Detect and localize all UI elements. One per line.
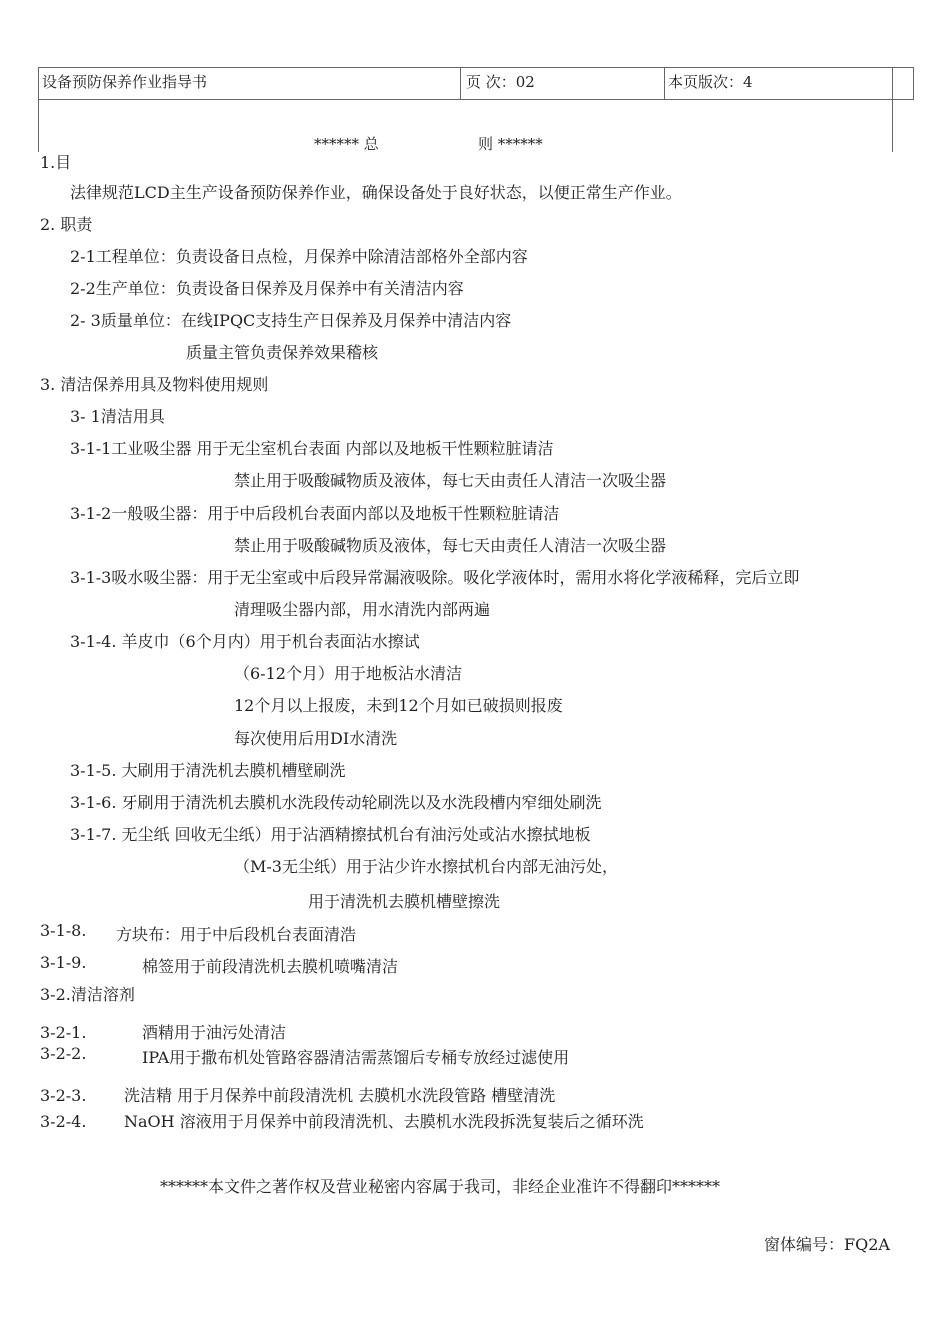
- heading-cleaning-tools: 3- 1清洁用具: [70, 407, 165, 426]
- item-3-1-4-note-1: （6-12个月）用于地板沾水清洁: [234, 664, 462, 683]
- item-3-1-3-note: 清理吸尘器内部，用水清洗内部两遍: [234, 600, 491, 619]
- item-3-1-4: 3-1-4. 羊皮巾（6个月内）用于机台表面沾水擦试: [70, 632, 420, 651]
- page-version: 本页版次：4: [668, 73, 753, 91]
- heading-cleaning-rules: 3. 清洁保养用具及物料使用规则: [40, 375, 269, 394]
- header-divider-1: [460, 67, 461, 100]
- item-3-1-9-number: 3-1-9.: [40, 953, 87, 972]
- item-3-2-2-number: 3-2-2.: [40, 1044, 87, 1063]
- section-heading-left: ****** 总: [314, 135, 379, 153]
- item-3-2-4-number: 3-2-4.: [40, 1112, 87, 1131]
- item-3-1-9-text: 棉签用于前段清洗机去膜机喷嘴清洁: [142, 957, 399, 976]
- header-divider-2: [664, 67, 665, 100]
- header-box-right: [892, 100, 893, 152]
- duty-production: 2-2生产单位：负责设备日保养及月保养中有关清洁内容: [70, 279, 464, 298]
- item-3-1-4-note-3: 每次使用后用DI水清洗: [234, 729, 398, 748]
- item-3-1-1: 3-1-1工业吸尘器 用于无尘室机台表面 内部以及地板干性颗粒脏请洁: [70, 439, 554, 458]
- item-3-1-2-note: 禁止用于吸酸碱物质及液体，每七天由责任人清洁一次吸尘器: [234, 536, 667, 555]
- header-divider-3: [892, 67, 893, 100]
- item-3-2-4-text: NaOH 溶液用于月保养中前段清洗机、去膜机水洗段拆洗复装后之循环洗: [124, 1112, 644, 1131]
- duty-engineering: 2-1工程单位：负责设备日点检，月保养中除清洁部格外全部内容: [70, 247, 528, 266]
- page-number: 页 次：02: [466, 73, 535, 91]
- heading-cleaning-solvents: 3-2.清洁溶剂: [40, 985, 135, 1004]
- item-3-2-3-text: 洗洁精 用于月保养中前段清洗机 去膜机水洗段管路 槽壁清洗: [124, 1086, 556, 1105]
- item-3-1-7: 3-1-7. 无尘纸 回收无尘纸）用于沾酒精擦拭机台有油污处或沾水擦拭地板: [70, 825, 591, 844]
- document-title: 设备预防保养作业指导书: [42, 73, 208, 91]
- copyright-notice: ******本文件之著作权及营业秘密内容属于我司，非经企业准许不得翻印******: [160, 1177, 721, 1196]
- item-3-2-3-number: 3-2-3.: [40, 1086, 87, 1105]
- item-3-1-7-note-1: （M-3无尘纸）用于沾少许水擦拭机台内部无油污处，: [234, 857, 618, 876]
- duty-quality: 2- 3质量单位：在线IPQC支持生产日保养及月保养中清洁内容: [70, 311, 512, 330]
- item-3-1-6: 3-1-6. 牙刷用于清洗机去膜机水洗段传动轮刷洗以及水洗段槽内窄细处刷洗: [70, 793, 602, 812]
- item-3-1-3: 3-1-3吸水吸尘器：用于无尘室或中后段异常漏液吸除。吸化学液体时，需用水将化学液稀释，完后立即: [70, 568, 800, 587]
- form-number: 窗体编号：FQ2A: [764, 1235, 890, 1254]
- heading-duties: 2. 职责: [40, 215, 93, 234]
- item-3-1-8-number: 3-1-8.: [40, 921, 87, 940]
- duty-quality-supervisor: 质量主管负责保养效果稽核: [186, 343, 379, 362]
- section-heading-right: 则 ******: [478, 135, 543, 153]
- item-3-1-1-note: 禁止用于吸酸碱物质及液体，每七天由责任人清洁一次吸尘器: [234, 471, 667, 490]
- header-box-left: [38, 100, 39, 152]
- item-3-1-7-note-2: 用于清洗机去膜机槽壁擦洗: [308, 892, 501, 911]
- item-3-1-8-text: 方块布：用于中后段机台表面清浩: [116, 925, 357, 944]
- item-3-1-2: 3-1-2一般吸尘器：用于中后段机台表面内部以及地板干性颗粒脏请洁: [70, 504, 560, 523]
- item-3-1-5: 3-1-5. 大刷用于清洗机去膜机槽壁刷洗: [70, 761, 346, 780]
- heading-purpose: 1.目: [40, 153, 72, 172]
- item-3-2-1-text: 酒精用于油污处清洁: [142, 1023, 287, 1042]
- item-3-2-2-text: IPA用于撒布机处管路容器清洁需蒸馏后专桶专放经过滤使用: [142, 1048, 570, 1067]
- item-3-2-1-number: 3-2-1.: [40, 1023, 87, 1042]
- purpose-text: 法律规范LCD主生产设备预防保养作业，确保设备处于良好状态，以便正常生产作业。: [70, 183, 682, 202]
- item-3-1-4-note-2: 12个月以上报废，未到12个月如已破损则报废: [234, 696, 563, 715]
